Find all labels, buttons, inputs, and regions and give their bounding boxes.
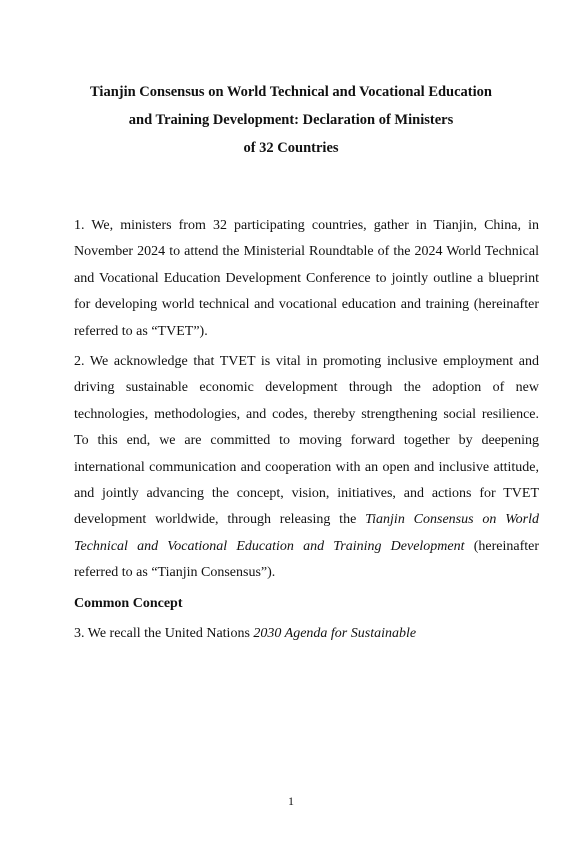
paragraph-2-text: 2. We acknowledge that TVET is vital in promoting inclusive employment and driving sustainable economic development through the adoption of new technologies, methodologies, and codes, thereby strengthening social resilience. To this end, we are committed to moving forward together by deepening international communication and cooperation with an open and inclusive attitude, and jointly advancing the concept, vision, initiatives, and actions for TVET development worldwide, through releasing the (74, 354, 539, 528)
paragraph-1: 1. We, ministers from 32 participating countries, gather in Tianjin, China, in November 2024 to attend the Ministerial Roundtable of the 2024 World Technical and Vocational Education Development Conference to jointly outline a blueprint for developing world technical and vocational education and training (hereinafter referred to as “TVET”). (74, 218, 539, 339)
paragraph-2 (74, 349, 539, 587)
paragraph-3-text: 3. We recall the United Nations (74, 626, 254, 642)
paragraph-3 (74, 621, 539, 647)
title-line-3: of 32 Countries (243, 140, 339, 156)
paragraph-3-italic-title: 2030 Agenda for Sustainable (253, 626, 417, 642)
section-heading-common-concept: Common Concept (74, 595, 183, 611)
document-body (74, 213, 539, 648)
title-line-2: and Training Development: Declaration of Ministers (128, 112, 454, 128)
paragraph-2-italic-title: Tianjin Consensus on World Technical and Vocational Education and Training Development (74, 512, 539, 554)
document-title (40, 78, 542, 162)
page-number: 1 (288, 794, 294, 808)
paragraph-2-text-end: (hereinafter referred to as “Tianjin Consensus”). (74, 538, 539, 581)
title-line-1: Tianjin Consensus on World Technical and Vocational Education (90, 84, 492, 100)
